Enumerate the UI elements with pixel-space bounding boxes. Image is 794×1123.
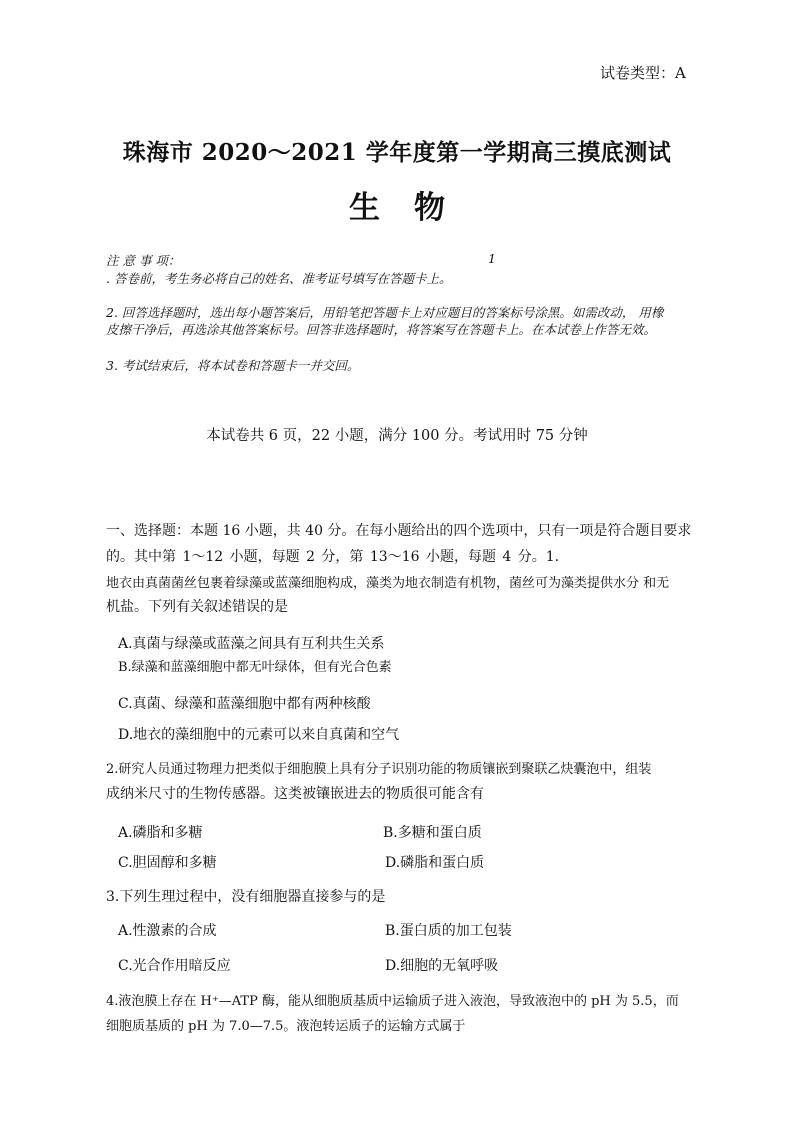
question-3-option-a: A.性激素的合成	[118, 923, 217, 939]
question-3-option-d: D.细胞的无氧呼吸	[385, 958, 499, 974]
notes-heading: 注 意 事 项：	[106, 253, 181, 268]
subject-title: 生物	[349, 190, 479, 226]
note-item-3: 3. 考试结束后，将本试卷和答题卡一并交回。	[106, 358, 360, 373]
question-3-stem: 3.下列生理过程中，没有细胞器直接参与的是	[106, 889, 386, 905]
paper-type-label: 试卷类型：A	[600, 64, 686, 82]
question-2-option-d: D.磷脂和蛋白质	[385, 855, 485, 871]
question-3-option-b: B.蛋白质的加工包装	[385, 923, 512, 939]
question-1-stem-line-1: 地衣由真菌菌丝包裹着绿藻或蓝藻细胞构成，藻类为地衣制造有机物，菌丝可为藻类提供水分 和无	[106, 576, 670, 591]
note-item-2-line-2: 皮擦干净后，再选涂其他答案标号。回答非选择题时，将答案写在答题卡上。在本试卷上作答无效。	[106, 322, 657, 337]
note-item-2-line-1: 2. 回答选择题时，选出每小题答案后，用铅笔把答题卡上对应题目的答案标号涂黑。如需改动， 用橡	[106, 305, 664, 320]
exam-title: 珠海市 2020～2021 学年度第一学期高三摸底测试	[122, 139, 672, 166]
question-2-option-a: A.磷脂和多糖	[118, 825, 203, 841]
question-2-stem-line-2: 成纳米尺寸的生物传感器。这类被镶嵌进去的物质很可能含有	[106, 786, 484, 802]
notes-mark: 1	[488, 251, 496, 266]
question-3-option-c: C.光合作用暗反应	[118, 958, 231, 974]
question-2-option-b: B.多糖和蛋白质	[383, 825, 482, 841]
question-1-option-c: C.真菌、绿藻和蓝藻细胞中都有两种核酸	[118, 696, 371, 712]
note-item-1: . 答卷前，考生务必将自己的姓名、准考证号填写在答题卡上。	[106, 271, 452, 286]
question-2-option-c: C.胆固醇和多糖	[118, 855, 217, 871]
question-1-option-a: A.真菌与绿藻或蓝藻之间具有互利共生关系	[118, 636, 385, 652]
exam-info-line: 本试卷共 6 页，22 小题，满分 100 分。考试用时 75 分钟	[206, 428, 588, 444]
question-4-stem-line-1: 4.液泡膜上存在 H⁺—ATP 酶，能从细胞质基质中运输质子进入液泡，导致液泡中的 pH 为 5.5，而	[106, 994, 679, 1009]
question-1-stem-line-2: 机盐。下列有关叙述错误的是	[106, 599, 288, 615]
question-1-option-b: B.绿藻和蓝藻细胞中都无叶绿体，但有光合色素	[118, 660, 392, 675]
section-1-intro-line-1: 一、选择题：本题 16 小题，共 40 分。在每小题给出的四个选项中，只有一项是符合题目要求	[106, 523, 692, 539]
section-1-intro-line-2: 的。其中第 1～12 小题，每题 2 分，第 13～16 小题，每题 4 分。1.	[106, 549, 560, 565]
question-2-stem-line-1: 2.研究人员通过物理力把类似于细胞膜上具有分子识别功能的物质镶嵌到聚联乙炔囊泡中，组装	[106, 762, 652, 777]
question-1-option-d: D.地衣的藻细胞中的元素可以来自真菌和空气	[118, 727, 400, 743]
question-4-stem-line-2: 细胞质基质的 pH 为 7.0—7.5。液泡转运质子的运输方式属于	[106, 1019, 466, 1034]
